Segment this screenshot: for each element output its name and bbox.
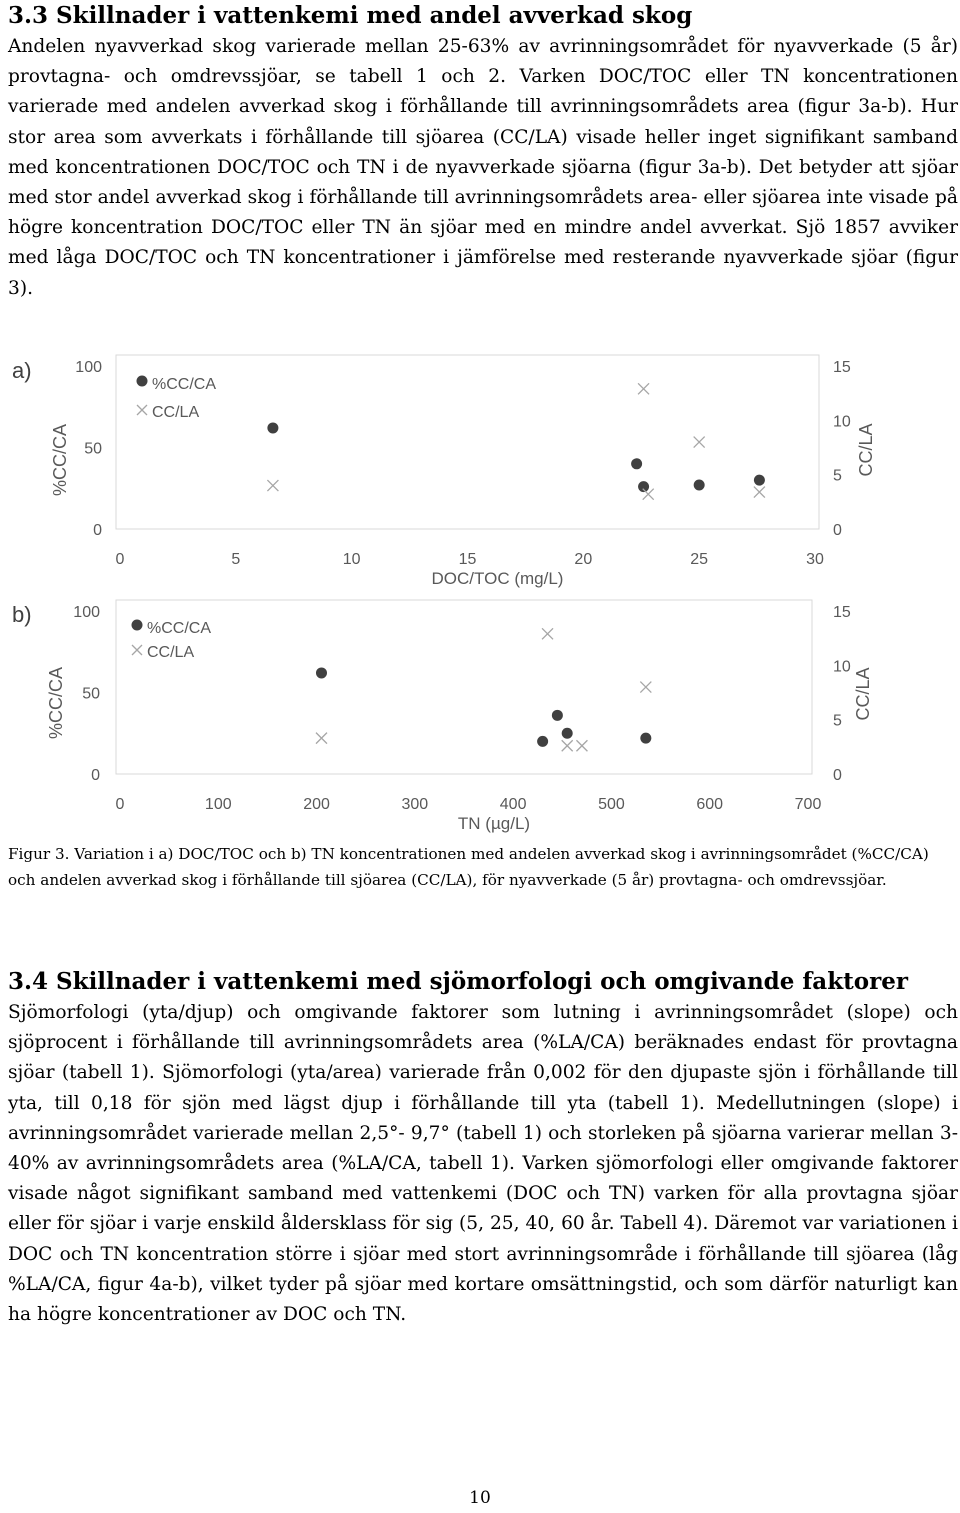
x-axis-label: TN (µg/L) [457, 814, 531, 833]
y-right-axis-label: CC/LA [856, 423, 876, 477]
x-tick-label: 15 [458, 551, 477, 568]
figure-caption: Figur 3. Variation i a) DOC/TOC och b) TN koncentrationen med andelen avverkad skog i avrinningsområdet (%CC/CA) och andelen avverkad skog i förhållande till sjöarea (CC/LA), för nyavverkade (5 år) provtagna- och omdrevssjöar. [8, 845, 929, 889]
y-right-tick-label: 5 [833, 467, 842, 485]
y-right-tick-label: 5 [833, 712, 842, 730]
x-tick-label: 20 [574, 551, 593, 568]
x-tick-label: 400 [499, 796, 527, 813]
x-tick-label: 30 [806, 551, 824, 568]
x-tick-label: 500 [598, 796, 625, 813]
legend-marker-circle [132, 620, 143, 631]
data-point-cc-ca [640, 733, 651, 744]
data-point-cc-la [316, 733, 327, 744]
panel-label: a) [12, 358, 32, 383]
data-point-cc-ca [754, 475, 765, 486]
legend-marker-cross [137, 405, 147, 415]
section-paragraph-3-3: Andelen nyavverkad skog varierade mellan 25-63% av avrinningsområdet för nyavverkade (5 år) provtagna- och omdrevssjöar, se tabell 1 och 2. Varken DOC/TOC eller TN koncentrationen varierade med andelen avverkad skog i förhållande till avrinningsområdets area (figur 3a-b). Hur stor area som avverkats i förhållande till sjöarea (CC/LA) visade heller inget signifikant samband med koncentrationen DOC/TOC och TN i de nyavverkade sjöarna (figur 3a-b). Det betyder att sjöar med stor andel avverkad skog i förhållande till avrinningsområdets area- eller sjöarea inte visade på högre koncentration DOC/TOC eller TN än sjöar med en mindre andel avverkat. Sjö 1857 avviker med låga DOC/TOC och TN koncentrationer i jämförelse med resterande nyavverkade sjöar (figur 3). [8, 36, 958, 299]
x-tick-label: 600 [696, 796, 724, 813]
y-left-tick-label: 50 [82, 685, 100, 703]
x-tick-label: 0 [115, 796, 125, 813]
data-point-cc-ca [537, 736, 548, 747]
section-heading-3-3: 3.3 Skillnader i vattenkemi med andel avverkad skog [8, 2, 693, 29]
y-right-axis-label: CC/LA [853, 667, 873, 721]
data-point-cc-la [754, 487, 765, 498]
chart-panel-a [12, 355, 876, 588]
data-point-cc-la [694, 437, 705, 448]
y-left-tick-label: 0 [93, 522, 102, 539]
plot-area [116, 355, 819, 529]
data-point-cc-ca [631, 458, 642, 469]
y-right-tick-label: 0 [833, 522, 842, 539]
data-point-cc-la [267, 480, 278, 491]
x-tick-label: 700 [794, 796, 822, 813]
legend-marker-cross [132, 645, 142, 655]
y-right-tick-label: 10 [833, 413, 851, 431]
y-left-tick-label: 100 [73, 604, 100, 621]
y-left-tick-label: 0 [91, 767, 100, 784]
legend-label: %CC/CA [147, 620, 212, 637]
x-tick-label: 0 [115, 551, 125, 568]
data-point-cc-ca [316, 667, 327, 678]
panel-label: b) [12, 602, 32, 627]
legend-marker-circle [137, 376, 148, 387]
x-tick-label: 300 [401, 796, 429, 813]
x-tick-label: 10 [342, 551, 361, 568]
y-left-axis-label: %CC/CA [50, 423, 70, 497]
data-point-cc-ca [267, 422, 278, 433]
y-left-tick-label: 50 [84, 440, 102, 458]
data-point-cc-la [562, 740, 573, 751]
x-tick-label: 25 [690, 551, 709, 568]
page-number: 10 [469, 1488, 491, 1508]
x-tick-label: 100 [204, 796, 232, 813]
y-right-tick-label: 15 [833, 359, 851, 376]
data-point-cc-ca [552, 710, 563, 721]
chart-panel-b [12, 600, 873, 833]
legend-label: CC/LA [147, 644, 195, 661]
x-tick-label: 200 [303, 796, 330, 813]
data-point-cc-la [640, 682, 651, 693]
y-left-tick-label: 100 [75, 359, 102, 376]
legend-label: %CC/CA [152, 376, 217, 393]
data-point-cc-ca [694, 479, 705, 490]
data-point-cc-ca [562, 728, 573, 739]
section-paragraph-3-4: Sjömorfologi (yta/djup) och omgivande faktorer som lutning i avrinningsområdet (slope) och sjöprocent i förhållande till avrinningsområdets area (%LA/CA) beräknades endast för provtagna sjöar (tabell 1). Sjömorfologi (yta/area) varierade från 0,002 för den djupaste sjön i förhållande till yta, till 0,18 för sjön med lägst djup i förhållande till yta (tabell 1). Medellutningen (slope) i avrinningsområdet varierade mellan 2,5°- 9,7° (tabell 1) och storleken på sjöarna varierar mellan 3-40% av avrinningsområdets area (%LA/CA, tabell 1). Varken sjömorfologi eller omgivande faktorer visade något signifikant samband med vattenkemi (DOC och TN) varken för alla provtagna sjöar eller för sjöar i varje enskild åldersklass för sig (5, 25, 40, 60 år. Tabell 4). Däremot var variationen i DOC och TN koncentration större i sjöar med stort avrinningsområde i förhållande till sjöarea (låg %LA/CA, figur 4a-b), vilket tyder på sjöar med kortare omsättningstid, och som därför naturligt kan ha högre koncentrationer av DOC och TN. [8, 1002, 958, 1326]
legend-label: CC/LA [152, 404, 200, 421]
y-right-tick-label: 10 [833, 658, 851, 676]
section-heading-3-4: 3.4 Skillnader i vattenkemi med sjömorfologi och omgivande faktorer [8, 968, 908, 995]
data-point-cc-la [643, 489, 654, 500]
y-left-axis-label: %CC/CA [46, 666, 66, 740]
x-tick-label: 5 [231, 551, 241, 568]
data-point-cc-la [576, 740, 587, 751]
x-axis-label: DOC/TOC (mg/L) [431, 569, 564, 588]
y-right-tick-label: 0 [833, 767, 842, 784]
plot-area [116, 600, 812, 774]
y-right-tick-label: 15 [833, 604, 851, 621]
data-point-cc-la [542, 628, 553, 639]
data-point-cc-la [638, 383, 649, 394]
